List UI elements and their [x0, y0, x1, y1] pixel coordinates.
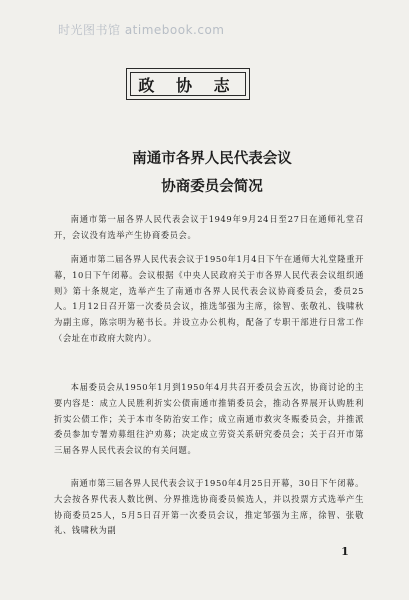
- document-title-line-1: 南通市各界人民代表会议: [132, 151, 292, 167]
- section-header-box: [126, 68, 250, 100]
- paragraph-committee-work: 本届委员会从1950年1月到1950年4月共召开委员会五次，协商讨论的主要内容是：成立人民胜利折实公债南通市推销委员会，推动各界展开认购胜利折实公债工作；关于本市冬防治安工作；成立南通市救灾冬赈委员会，并推派委员参加专署劝募组往沪劝募；决定成立劳资关系研究委员会；关于召开市第三届各界人民代表会议的有关问题。: [54, 382, 364, 456]
- paragraph-first-congress: 南通市第一届各界人民代表会议于1949年9月24日至27日在通师礼堂召开，会议没有选举产生协商委员会。: [54, 214, 364, 240]
- page-number: 1: [341, 545, 349, 558]
- paragraph-third-congress: 南通市第三届各界人民代表会议于1950年4月25日开幕，30日下午闭幕。大会按各界代表人数比例、分界推选协商委员候选人，并以投票方式选举产生协商委员25人，5月5日召开第一次委员会议，推定邹强为主席，徐智、张敬礼、钱啸秋为副: [54, 478, 364, 536]
- document-title-line-2: 协商委员会简况: [161, 179, 263, 195]
- watermark-text: 时光图书馆 atimebook.com: [58, 23, 225, 37]
- section-title: 政 协 志: [138, 75, 238, 95]
- paragraph-second-congress: 南通市第二届各界人民代表会议于1950年1月4日下午在通师大礼堂隆重开幕，10日下午闭幕。会议根据《中央人民政府关于市各界人民代表会议组织通则》第十条规定，选举产生了南通市各界人民代表会议协商委员会，委员25人。1月12日召开第一次委员会议，推选邹强为主席，徐智、张敬礼、钱啸秋为副主席，陈宗明为秘书长。并设立办公机构，配备了专职干部进行日常工作（会址在市政府大院内）。: [54, 254, 364, 343]
